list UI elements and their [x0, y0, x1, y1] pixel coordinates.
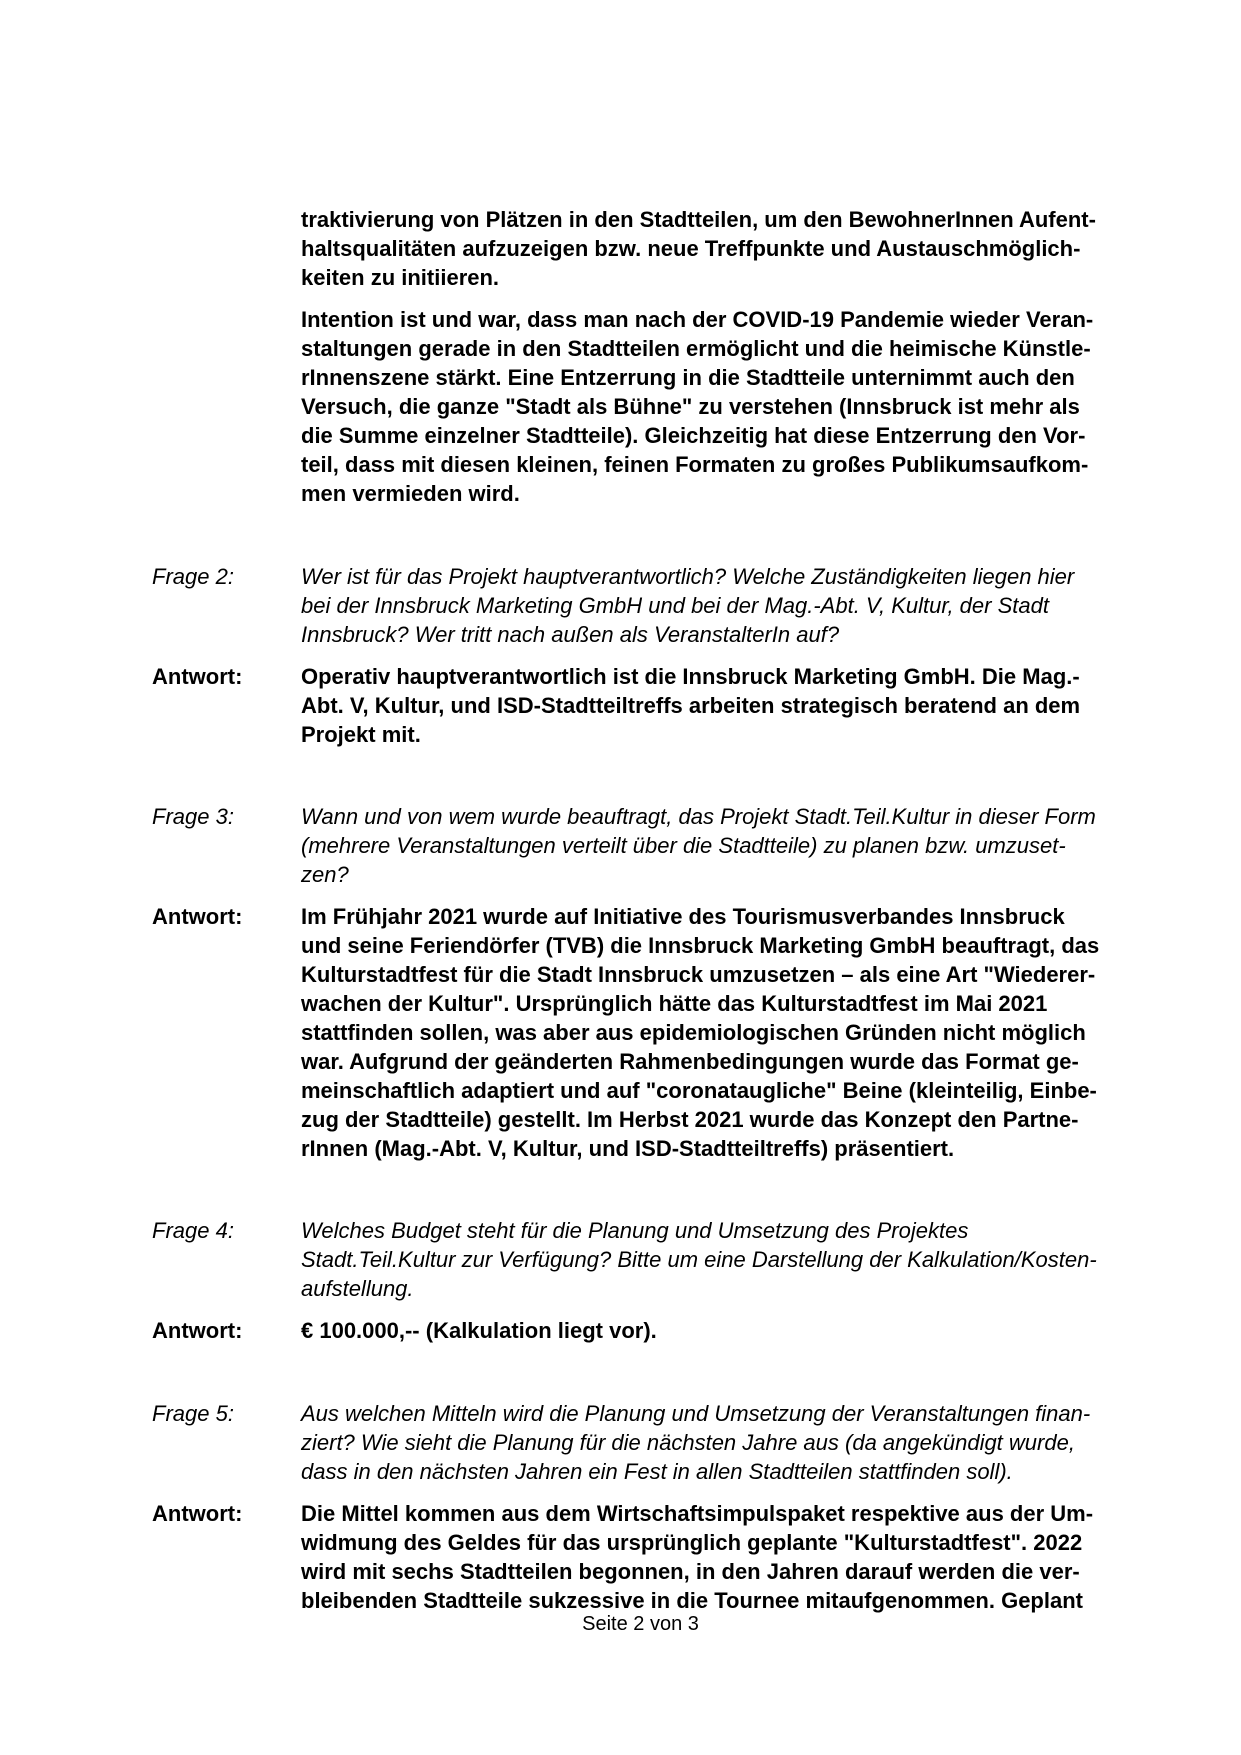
text-line: meinschaftlich adaptiert und auf "coronataugliche" Beine (kleinteilig, Einbe- [301, 1078, 1097, 1103]
question-label: Frage 5: [152, 1401, 234, 1426]
continuation-paragraph-2 [301, 305, 1131, 508]
answer-text [301, 1499, 1131, 1615]
text-line: Stadt.Teil.Kultur zur Verfügung? Bitte um eine Darstellung der Kalkulation/Kosten- [301, 1247, 1097, 1272]
text-line: und seine Feriendörfer (TVB) die Innsbruck Marketing GmbH beauftragt, das [301, 933, 1100, 958]
question-label: Frage 2: [152, 564, 234, 589]
text-line: Innsbruck? Wer tritt nach außen als VeranstalterIn auf? [301, 622, 840, 647]
answer-text [301, 662, 1131, 749]
text-line: Wann und von wem wurde beauftragt, das Projekt Stadt.Teil.Kultur in dieser Form [301, 804, 1096, 829]
text-line: Wer ist für das Projekt hauptverantwortlich? Welche Zuständigkeiten liegen hier [301, 564, 1075, 589]
text-line: rInnen (Mag.-Abt. V, Kultur, und ISD-Stadtteiltreffs) präsentiert. [301, 1136, 955, 1161]
continuation-paragraph-1 [301, 205, 1131, 292]
page-number-footer: Seite 2 von 3 [582, 1613, 699, 1635]
text-line: men vermieden wird. [301, 481, 520, 506]
text-line: rInnenszene stärkt. Eine Entzerrung in die Stadtteile unternimmt auch den [301, 365, 1075, 390]
answer-label: Antwort: [152, 1318, 243, 1343]
text-line: keiten zu initiieren. [301, 265, 500, 290]
text-line: traktivierung von Plätzen in den Stadtteilen, um den BewohnerInnen Aufent- [301, 207, 1096, 232]
text-line: (mehrere Veranstaltungen verteilt über die Stadtteile) zu planen bzw. umzuset- [301, 833, 1066, 858]
text-line: Versuch, die ganze "Stadt als Bühne" zu verstehen (Innsbruck ist mehr als [301, 394, 1080, 419]
text-line: ziert? Wie sieht die Planung für die nächsten Jahre aus (da angekündigt wurde, [301, 1430, 1075, 1455]
text-line: teil, dass mit diesen kleinen, feinen Formaten zu großes Publikumsaufkom- [301, 452, 1089, 477]
answer-text [301, 1316, 1131, 1345]
text-line: Kulturstadtfest für die Stadt Innsbruck umzusetzen – als eine Art "Wiederer- [301, 962, 1096, 987]
text-line: bleibenden Stadtteile sukzessive in die Tournee mitaufgenommen. Geplant [301, 1588, 1083, 1613]
question-label: Frage 4: [152, 1218, 234, 1243]
text-line: wird mit sechs Stadtteilen begonnen, in den Jahren darauf werden die ver- [301, 1559, 1080, 1584]
answer-text [301, 902, 1131, 1163]
answer-label: Antwort: [152, 664, 243, 689]
text-line: bei der Innsbruck Marketing GmbH und bei der Mag.-Abt. V, Kultur, der Stadt [301, 593, 1049, 618]
text-line: wachen der Kultur". Ursprünglich hätte das Kulturstadtfest im Mai 2021 [301, 991, 1048, 1016]
answer-label: Antwort: [152, 904, 243, 929]
text-line: Im Frühjahr 2021 wurde auf Initiative des Tourismusverbandes Innsbruck [301, 904, 1065, 929]
text-line: haltsqualitäten aufzuzeigen bzw. neue Treffpunkte und Austauschmöglich- [301, 236, 1081, 261]
text-line: dass in den nächsten Jahren ein Fest in allen Stadtteilen stattfinden soll). [301, 1459, 1013, 1484]
question-text [301, 802, 1131, 889]
text-line: die Summe einzelner Stadtteile). Gleichzeitig hat diese Entzerrung den Vor- [301, 423, 1086, 448]
text-line: stattfinden sollen, was aber aus epidemiologischen Gründen nicht möglich [301, 1020, 1086, 1045]
text-line: Projekt mit. [301, 722, 421, 747]
text-line: aufstellung. [301, 1276, 414, 1301]
text-line: staltungen gerade in den Stadtteilen ermöglicht und die heimische Künstle- [301, 336, 1091, 361]
text-line: war. Aufgrund der geänderten Rahmenbedingungen wurde das Format ge- [301, 1049, 1079, 1074]
text-line: zug der Stadtteile) gestellt. Im Herbst 2021 wurde das Konzept den Partne- [301, 1107, 1079, 1132]
question-label: Frage 3: [152, 804, 234, 829]
text-line: widmung des Geldes für das ursprünglich geplante "Kulturstadtfest". 2022 [301, 1530, 1083, 1555]
question-text [301, 1399, 1131, 1486]
text-line: zen? [301, 862, 349, 887]
text-line: Die Mittel kommen aus dem Wirtschaftsimpulspaket respektive aus der Um- [301, 1501, 1094, 1526]
question-text [301, 562, 1131, 649]
question-text [301, 1216, 1131, 1303]
text-line: Abt. V, Kultur, und ISD-Stadtteiltreffs arbeiten strategisch beratend an dem [301, 693, 1081, 718]
text-line: Operativ hauptverantwortlich ist die Innsbruck Marketing GmbH. Die Mag.- [301, 664, 1080, 689]
text-line: Aus welchen Mitteln wird die Planung und Umsetzung der Veranstaltungen finan- [301, 1401, 1091, 1426]
text-line: Welches Budget steht für die Planung und Umsetzung des Projektes [301, 1218, 969, 1243]
answer-label: Antwort: [152, 1501, 243, 1526]
text-line: € 100.000,-- (Kalkulation liegt vor). [301, 1318, 657, 1343]
text-line: Intention ist und war, dass man nach der COVID-19 Pandemie wieder Veran- [301, 307, 1094, 332]
